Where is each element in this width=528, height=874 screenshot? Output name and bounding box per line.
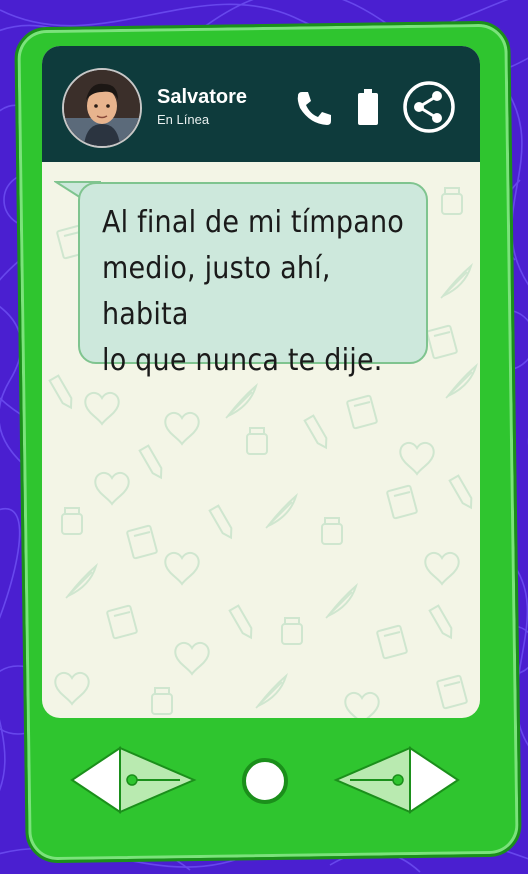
- contact-status: En Línea: [157, 112, 210, 127]
- chat-area: [42, 162, 480, 718]
- share-icon[interactable]: [402, 80, 456, 134]
- chat-header: [42, 46, 480, 162]
- back-button[interactable]: [70, 744, 198, 816]
- home-button[interactable]: [240, 756, 290, 806]
- message-text: Al final de mi tímpano medio, justo ahí, habita lo que nunca te dije.: [102, 205, 404, 378]
- battery-icon: [356, 88, 380, 126]
- phone-screen: [42, 46, 480, 718]
- forward-button[interactable]: [332, 744, 460, 816]
- avatar-portrait: [64, 70, 140, 146]
- avatar[interactable]: [62, 68, 142, 148]
- contact-name: Salvatore: [157, 86, 248, 108]
- phone-icon[interactable]: [294, 88, 334, 128]
- message-bubble[interactable]: [78, 182, 428, 378]
